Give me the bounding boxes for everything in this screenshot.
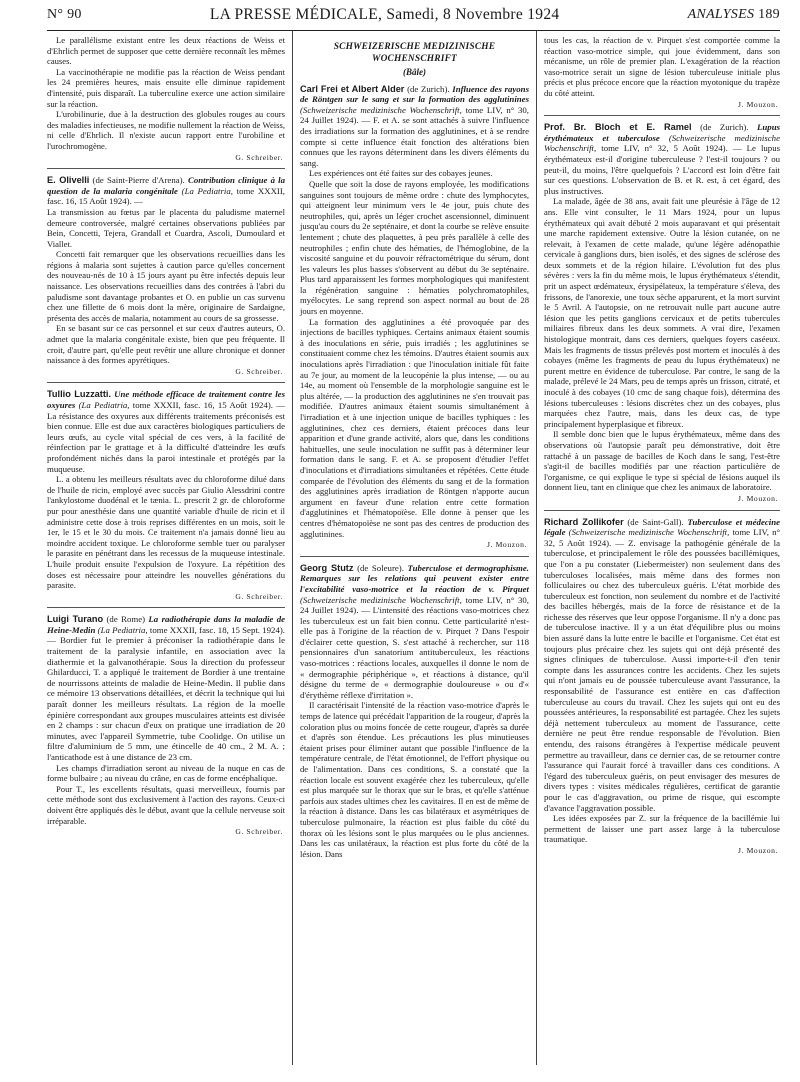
signature: J. Mouzon.: [738, 99, 778, 109]
article-journal: (Schweizerische medizinische Wochenschrift,: [544, 132, 780, 154]
article-title: La radiothérapie dans la maladie de Heine-Medin: [47, 614, 286, 635]
signature: G. Schreiber.: [235, 591, 283, 601]
article-lead: L'intensité des réactions vaso-motrices chez les tuberculeux est un fait bien connu. Cette particularité n'est-elle pas à l'origine de la réaction de v. Pirquet ? Dans l'espoir d'éclairer cette question, S. s'est attaché à rechercher, sur 118 pensionnaires d'un sanatorium antituberculeux, les réactions vaso-motrices : réactions locales, auxquelles il donne le nom de « dermographie périphérique », et réactions à distance, qu'il désigne du terme de « dermographie douloureuse » ou d'« d'érythème réflexe d'irritation ».: [300, 605, 529, 700]
article-title: Tuberculose et dermographisme. Remarques sur les relations qui peuvent exister entre l'excitabilité vaso-motrice et la réaction de v. Pirquet: [300, 562, 530, 594]
article-author: E. Olivelli: [47, 175, 90, 186]
article-affiliation: (de Zurich).: [700, 122, 749, 133]
page-number: 189: [758, 7, 780, 22]
article-author: Carl Frei et Albert Alder: [300, 83, 405, 94]
separator: [544, 115, 780, 116]
article-reference: tome LIV, n° 30, 24 Juillet 1924). —: [300, 594, 530, 616]
article-lead: Bordier fut le premier à préconiser la radiothérapie dans le traitement de la paralysie infantile, en association avec la diathermie et la galvanothérapie. Sous la direction du professeur Ghilarducci, T. a appliqué le traitement de Bordier à une trentaine de nourrissons atteints de maladie de Heine-Medin. Il publie dans ce mémoire 13 observations détaillées, et décrit la technique qui lui paraît donner les meilleurs résultats. La région de la moelle épinière correspondant aux groupes musculaires atteints est divisée en 2 champs : sur chacun d'eux on pratique une irradiation de 20 minutes, avec l'appareil Symmetrie, tube Coolidge. On utilise un filtre d'aluminium de 5 mm, une étincelle de 40 cm., 2 M. A. ; l'anticathode est à une distance de 23 cm.: [47, 635, 285, 762]
article-heading: [300, 563, 529, 701]
signature: J. Mouzon.: [738, 493, 778, 503]
signature: J. Mouzon.: [738, 845, 778, 855]
paragraph: L'urobilinurie, due à la destruction des globules rouges au cours des maladies infectieuses, ne modifie nullement la réaction de Weiss, ni celle d'Ehrlich. Il n'existe aucun rapport entre l'urobiline et l'urochromogène.: [47, 109, 285, 151]
paragraph: L. a obtenu les meilleurs résultats avec du chloroforme dilué dans de l'huile de ricin, employé avec succès par Giulio Alessdrini contre l'ankylostome duodénal et le tænia. L. prescrit 2 gr. de chloroforme pur pour anesthésie dans une quantité variable d'huile de ricin et il administre cette dose à trois reprises différentes en un mois, soit le 1er, le 15 et le 30 du mois. Ce traitement n'a jamais donné lieu au moindre accident toxique. Le chloroforme semble tuer ou paralyser le parasite en pénétrant dans les recessus de la muqueuse intestinale. L'huile produit ensuite l'expulsion de l'oxyure. La répétition des doses est nécessaire pour atteindre les nouvelles générations du parasite.: [47, 474, 285, 591]
article-affiliation: (de Saint-Gall).: [627, 516, 684, 527]
article-journal: (Schweizerische medizinische Wochenschrift,: [300, 594, 462, 605]
article-title: Influence des rayons de Röntgen sur le sang et sur la formation des agglutinines: [300, 83, 529, 105]
article-journal: (La Pediatria,: [78, 400, 130, 410]
article-author: Luigi Turano: [47, 614, 104, 625]
paragraph: Les idées exposées par Z. sur la fréquence de la bacillémie lui permettent de laisser une part assez large à la tuberculose traumatique.: [544, 813, 780, 845]
article-heading: [544, 517, 780, 814]
article-journal: (La Pediatria,: [181, 185, 233, 196]
article-affiliation: (de Saint-Pierre d'Arena).: [92, 175, 185, 186]
article-lead: La résistance des oxyures aux différents traitements préconisés est bien connue. Elle est due aux caractères biologiques particuliers de leurs œufs, au cycle vital spécial de ces vers, à la facilité de réinfection par le grattage et à la difficulté d'atteindre les œufs profondément nichés dans la paroi intestinale et protégés par la muqueuse.: [47, 410, 285, 474]
paragraph: La transmission au fœtus par le placenta du paludisme maternel demeure controversée, malgré certaines observations publiées par Bein, Concetti, Tejera, Grandall et Cuardra, Ascoli, Dumoulard et Viallet.: [47, 206, 285, 249]
signature: G. Schreiber.: [235, 827, 283, 837]
column-2: [292, 31, 536, 1065]
article-lead: F. et A. se sont attachés à suivre l'influence des irradiations sur la formation des agglutinines, et à se rendre compte si cette influence était fonction des altérations bien connues que les rayons déterminent dans les divers éléments du sang.: [300, 115, 529, 168]
article-reference: tome LIV, n° 32, 5 Août 1924). —: [601, 143, 742, 154]
article-affiliation: (de Zurich).: [407, 83, 450, 94]
paragraph: Le parallélisme existant entre les deux réactions de Weiss et d'Ehrlich permet de supposer que cette dernière reconnaît les mêmes causes.: [47, 35, 285, 67]
article-author: Tullio Luzzatti.: [47, 389, 112, 400]
paragraph: Les expériences ont été faites sur des cobayes jeunes.: [309, 168, 493, 179]
separator: [300, 556, 529, 557]
article-heading: [300, 84, 529, 169]
paragraph: En se basant sur ce cas personnel et sur ceux d'autres auteurs, O. admet que la malaria congénitale existe, bien que peu fréquente. Il croit, d'autre part, qu'elle peut revêtir une allure chronique et donner naissance à des formes apyrétiques.: [47, 323, 285, 366]
article-author: Richard Zollikofer: [544, 516, 624, 527]
article-author: Prof. Br. Bloch et E. Ramel: [544, 122, 692, 133]
page-header: [47, 0, 780, 30]
columns: [47, 31, 780, 1065]
paragraph: Concetti fait remarquer que les observations recueillies dans les régions à malaria sont sujettes à caution parce qu'elles concernent des nouveau-nés de 10 à 15 jours ayant pu être infectés depuis leur naissance. Les observations recueillies dans des contrées à l'abri du paludisme sont davantage probantes et O. en publie un cas survenu chez une fillette de 6 mois dont la mère, originaire de Sardaigne, présenta des accès de malaria, notamment au cours de sa grossesse.: [47, 249, 285, 323]
article-affiliation: (de Rome): [106, 614, 146, 625]
article-journal: (Schweizerische medizinische Wochenschrift,: [300, 104, 462, 115]
signature: J. Mouzon.: [487, 540, 527, 550]
article-journal: (La Pediatria,: [97, 624, 148, 635]
article-reference: tome XXXII, fasc. 16, 15 Août 1924). —: [47, 185, 285, 207]
journal-title: LA PRESSE MÉDICALE, Samedi, 8 Novembre 1924: [209, 6, 560, 23]
article-heading: [47, 175, 285, 207]
article-title: Contribution clinique à la question de la malaria congénitale: [47, 175, 286, 196]
section-name: ANALYSES: [687, 7, 755, 22]
signature: G. Schreiber.: [235, 366, 283, 376]
paragraph: La formation des agglutinines a été provoquée par des injections de bacilles typhiques. Certains animaux étaient soumis à des inoculations en série, puis irradiés ; les agglutinines se constituaient comme chez les témoins. D'autres étaient soumis aux inoculations après l'irradiation : que l'inoculation initiale fût faite au 7e jour, au moment de la leucopénie la plus intense, — ou au 14e, au moment où l'ensemble de la morphologie sanguine est le plus altérée, — la production des agglutinines ne s'en trouvait pas modifiée. D'autres animaux étaient soumis simultanément à l'irradiation et à une injection unique de bacilles typhiques : les agglutinines, chez ces derniers, étaient précoces dans leur apparition et d'une grande activité, alors que, dans les conditions habituelles, une seule inoculation ne suffit pas à déterminer leur formation dans le sang. F. et A. se proposent d'étudier l'effet d'inoculations et d'irradiations simultanées et répétées. Cette étude comparée de l'évolution des éléments du sang et de la formation des agglutinines après irradiation de Röntgen n'apporte aucun argument en faveur d'une relation entre cette formation d'agglutinines et l'hématopoïèse. Elle donne à penser que les centres d'hématopoïèse ne sont pas des centres de production des agglutinines.: [300, 316, 529, 539]
section-and-page: [688, 7, 780, 23]
article-journal: (Schweizerische medizinische Wochenschrift,: [568, 527, 730, 538]
paragraph: Il caractérisait l'intensité de la réaction vaso-motrice d'après le temps de latence qui précédait l'apparition de la rougeur, d'après la coloration plus ou moins foncée de cette rougeur, d'après sa durée et d'après son étendue. Les précautions les plus minutieuses étaient prises pour éliminer autant que possible l'influence de la température centrale, de l'état émotionnel, de l'effort physique ou de l'alimentation. Dans ces conditions, S. a constaté que la réaction locale est souvent exagérée chez les tuberculeux, qu'elle est plus marquée sur le thorax que sur le bras, et qu'elle s'atténue parfois aux stades ultimes chez les cavitaires. Il en est de même de la réaction à distance. Dans les cas bilatéraux et asymétriques de tuberculose pulmonaire, la réaction est plus faible du côté du thorax où les lésions sont le plus marquées ou le plus anciennes. Dans les cas unilatéraux, la réaction est plus forte du côté de la lésion. Dans: [300, 700, 529, 859]
article-author: Georg Stutz: [300, 562, 354, 573]
issue-number: N° 90: [47, 7, 82, 22]
column-3: [536, 31, 780, 1065]
article-reference: tome LIV, n° 30, 24 Juillet 1924). —: [300, 104, 530, 126]
paragraph: tous les cas, la réaction de v. Pirquet s'est comportée comme la réaction vaso-motrice simple, qui joue évidemment, dans son mécanisme, un rôle de premier plan. L'exagération de la réaction vaso-motrice serait un signe de lésion tuberculeuse initiale plus précis et plus précoce encore que la réaction myotonique du trapèze du côté atteint.: [544, 35, 780, 98]
article-title: Tuberculose et médecine légale: [544, 516, 780, 538]
column-1: [47, 31, 292, 1065]
article-reference: tome XXXII, fasc. 16, 15 Août 1924). —: [132, 400, 285, 410]
article-heading: [544, 122, 780, 196]
separator: [47, 607, 285, 608]
signature: G. Schreiber.: [235, 152, 283, 162]
article-heading: [47, 614, 285, 762]
paragraph: La malade, âgée de 38 ans, avait fait une pleurésie à l'âge de 12 ans. Elle vint consulter, le 11 Mars 1924, pour un lupus érythémateux qui avait débuté 2 mois auparavant et qui présentait une marche rapidement extensive. Outre la lésion cutanée, on ne relevait, à l'examen de cette malade, qu'une légère adénopathie cervicale à ganglions durs, bien isolés, et des signes de sclérose des deux sommets et de la région hilaire. L'évolution fut des plus sévères : vers la fin du même mois, le lupus érythémateux s'étendit, prit un aspect œdémateux, érysipélateux, la température s'éleva, des frissons, de l'anorexie, une toux sèche apparurent, et la mort survint le 5 Avril. A l'autopsie, on ne retrouvait nulle part aucune autre lésion que les petits ganglions cervicaux et de petits tubercules miliaires fibreux dans les deux sommets. A vrai dire, l'examen histologique montrait, dans ces derniers, quelques foyers caséeux. Mais les fragments de tissus prélevés post mortem et inoculés à des cobayes (même les fragments de peau du lupus érythémateux) ne purent mettre en évidence de tuberculose. Par contre, le sang de la malade, prélevé le 24 Mars, peu de temps après un frisson, citraté, et inoculé à des cobayes (10 cmc de sang chaque fois), détermina des lésions tuberculeuses : lésions discrètes chez un des cobayes, plus marquées chez l'autre, mais, dans les deux cas, de type principalement hyperplasique et fibreux.: [544, 196, 780, 429]
article-affiliation: (de Soleure).: [357, 562, 404, 573]
paragraph: Quelle que soit la dose de rayons employée, les modifications sanguines sont toujours de même ordre : chute des lymphocytes, qui atteignent leur minimum vers le 4e jour, puis chute des neutrophiles, qui, après un léger crochet ascensionnel, diminuent jusqu'au cours du 2e septénaire, et dont la courbe se relève ensuite lentement ; chute des plaquettes, à peu près parallèle à celle des neutrophiles ; enfin chute des hématies, de l'hémoglobine, de la viscosité sanguine et du pouvoir réfractométrique du sérum, dont les valeurs les plus basses s'observent au début du 3e septénaire. Plus tard apparaissent les formes morphologiques qui manifestent la régénération sanguine : hématies polychromatophiles, myélocytes. Le sang reprend son aspect normal au bout de 28 jours en moyenne.: [300, 178, 529, 317]
article-heading: [47, 389, 285, 474]
paragraph: La vaccinothérapie ne modifie pas la réaction de Weiss pendant les 24 premières heures, mais ensuite elle diminue rapidement d'intensité, puis disparaît. La tuberculine exerce une action similaire sur la réaction.: [47, 66, 285, 109]
separator: [47, 168, 285, 169]
separator: [47, 382, 285, 383]
article-title: Une méthode efficace de traitement contre les oxyures: [47, 389, 286, 410]
paragraph: Il semble donc bien que le lupus érythémateux, même dans des observations où l'autopsie paraît peu démonstrative, doit être rattaché à un passage de bacilles de Koch dans le sang, l'est-être s'agit-il de bacilles modifiés par une réaction particulière de l'organisme, ce qui explique le type si spécial de lésions auquel ils donnent lieu, tant en clinique que chez les animaux de laboratoire.: [544, 429, 780, 493]
article-reference: tome XXXII, fasc. 18, 15 Sept. 1924). —: [47, 624, 285, 646]
separator: [544, 510, 780, 511]
article-lead: Z. envisage la pathogénie générale de la tuberculose, et principalement le rôle des poussées bacillémiques, que l'on a pu constater (Liebermeister) non seulement dans des tuberculoses localisées, mais même dans des formes non folliculaires ou chez des tuberculeux guéris. L'état morbide des tuberculeux est fonction, non seulement du nombre et de l'activité des bacilles hébergés, mais de la force de résistance et de la richesse des réserves que leur oppose l'organisme. Il n'y a donc pas de tuberculose inactive. Il y a un état d'équilibre plus ou moins bien assuré dans la lutte entre le bacille et l'organisme. Cet état est toujours plus précaire chez les sujets qui ont déjà présenté des signes cliniques de tuberculose. Aussi importe-t-il d'en tenir compte dans les assurances contre les accidents. Chez les sujets qui n'ont jamais eu de poussée tuberculeuse avant l'assurance, la responsabilité de l'assurance est entière en cas d'affection tuberculeuse au cours du travail. Chez les sujets qui ont eu des poussées antérieures, la responsabilité est partagée. Chez les sujets déjà nettement tuberculeux au moment de l'assurance, cette dernière ne peut être rendue responsable de l'évolution. Bien entendu, des raisons étrangères à l'expertise médicale peuvent permettre au travailleur, dans ce dernier cas, de se retourner contre l'assurance qui l'aurait forcé à travailler dans ces conditions. A l'égard des tuberculeux guéris, on peut envisager des mesures de divers types : visites médicales régulières, certificat de garantie pour le cas d'aggravation, ou prime de risque, qui escompte d'avance l'aggravation possible.: [544, 537, 780, 813]
section-journal-city: (Bâle): [403, 67, 426, 77]
article-reference: tome LIV, n° 32, 5 Août 1924). —: [544, 527, 780, 548]
paragraph: Les champs d'irradiation seront au niveau de la nuque en cas de forme bulbaire ; au niveau du crâne, en cas de forme encéphalique.: [47, 762, 285, 784]
paragraph: Pour T., les excellents résultats, quasi merveilleux, fournis par cette méthode sont dus exclusivement à l'action des rayons. Ceux-ci doivent être appliqués dès le début, avant que la cellule nerveuse soit irréparable.: [47, 783, 285, 826]
section-journal-name: SCHWEIZERISCHE MEDIZINISCHE WOCHENSCHRIFT: [333, 42, 496, 64]
article-title: Lupus érythémateux et tuberculose: [544, 122, 780, 143]
article-lead: Le lupus érythémateux est-il d'origine tuberculeuse ? l'est-il toujours ? ou peut-il, du moins, l'être quelquefois ? L'accord est loin d'être fait sur ces questions. L'observation de B. et R. est, à cet égard, des plus instructives.: [544, 143, 780, 196]
